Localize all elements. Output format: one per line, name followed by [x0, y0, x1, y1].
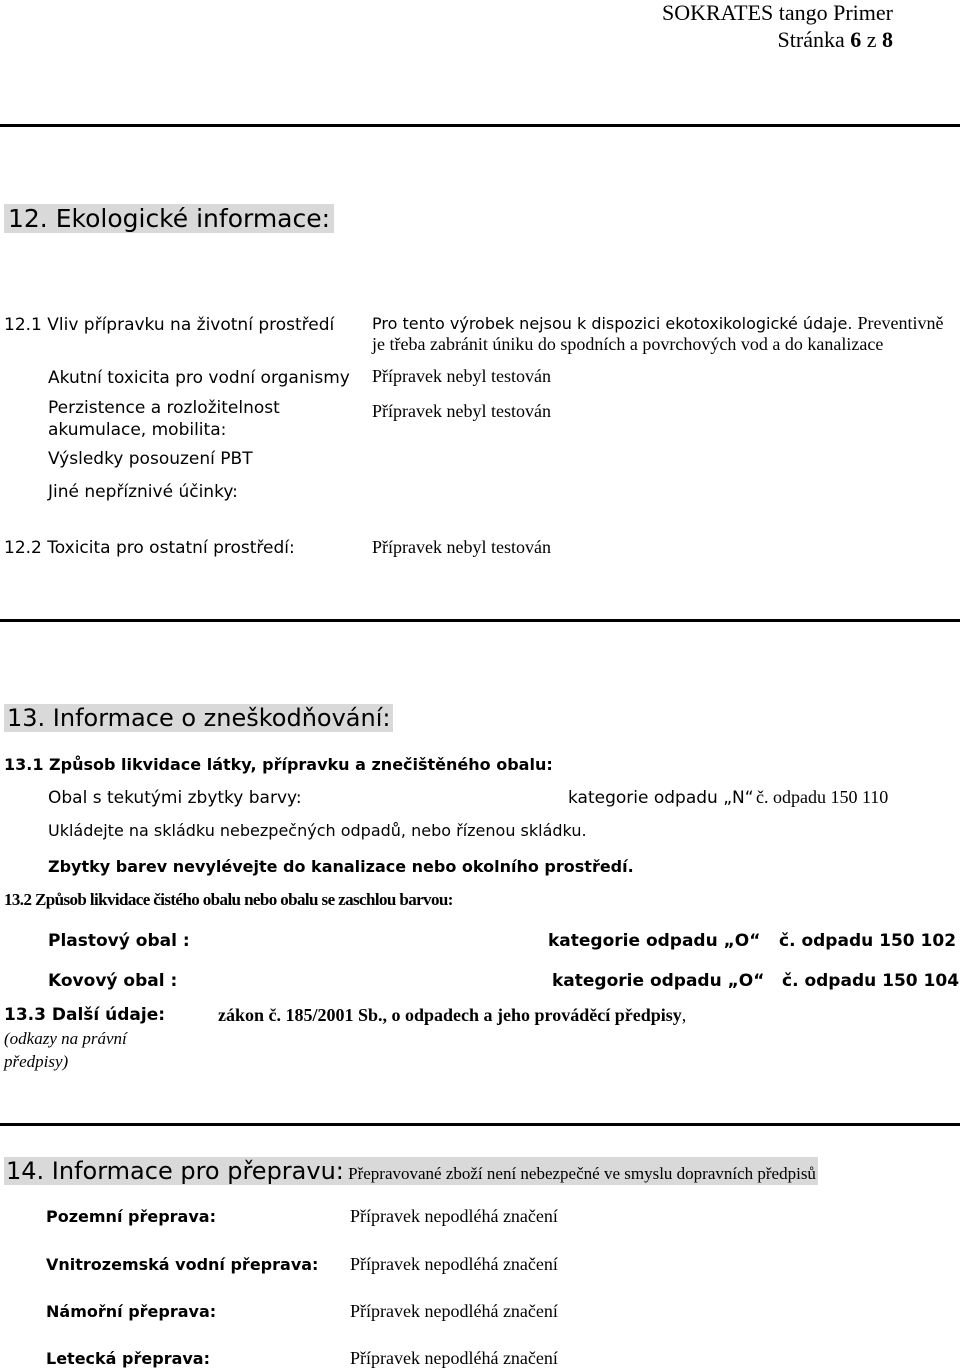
- s133-note-2: předpisy): [4, 1052, 69, 1071]
- plastic-number: č. odpadu 150 102: [779, 931, 957, 951]
- obal-label: Obal s tekutými zbytky barvy:: [48, 788, 302, 808]
- pbt-label: Výsledky posouzení PBT: [48, 449, 253, 469]
- obal-number: č. odpadu 150 110: [756, 787, 889, 807]
- metal-number: č. odpadu 150 104: [782, 971, 960, 991]
- divider: [0, 1123, 960, 1126]
- s122-value: Přípravek nebyl testován: [372, 537, 551, 557]
- s121-text-1: [372, 313, 943, 334]
- s121-text-1-b: Preventivně: [857, 313, 944, 333]
- header-product: SOKRATES tango Primer: [662, 0, 893, 25]
- s121-label: 12.1 Vliv přípravku na životní prostředí: [4, 315, 335, 335]
- s133-note-1: (odkazy na právní: [4, 1029, 127, 1048]
- plastic-label: Plastový obal :: [48, 931, 190, 951]
- s131-label: 13.1 Způsob likvidace látky, přípravku a znečištěného obalu:: [4, 755, 553, 774]
- transport-land-label: Pozemní přeprava:: [46, 1207, 216, 1226]
- transport-inland-water-label: Vnitrozemská vodní přeprava:: [46, 1255, 319, 1274]
- page-current: 6: [850, 27, 862, 52]
- section-13-title: 13. Informace o zneškodňování:: [4, 704, 393, 732]
- persistence-label-1: Perzistence a rozložitelnost: [48, 398, 280, 418]
- s122-label: 12.2 Toxicita pro ostatní prostředí:: [4, 538, 295, 558]
- s121-text-1-a: Pro tento výrobek nejsou k dispozici ekotoxikologické údaje.: [372, 314, 853, 333]
- persistence-value: Přípravek nebyl testován: [372, 401, 551, 421]
- page-total: 8: [882, 27, 893, 52]
- section-12-title: 12. Ekologické informace:: [4, 204, 334, 233]
- s132-label: 13.2 Způsob likvidace čistého obalu nebo obalu se zaschlou barvou:: [4, 890, 453, 909]
- plastic-category: kategorie odpadu „O“: [548, 931, 761, 951]
- obal-category: kategorie odpadu „N“: [568, 788, 754, 808]
- s133-value: [218, 1005, 686, 1026]
- transport-land-value: Přípravek nepodléhá značení: [350, 1206, 558, 1226]
- other-effects-label: Jiné nepříznivé účinky:: [48, 482, 238, 502]
- metal-category: kategorie odpadu „O“: [552, 971, 765, 991]
- s133-value-text: zákon č. 185/2001 Sb., o odpadech a jeho prováděcí předpisy: [218, 1005, 682, 1025]
- toxicity-label: Akutní toxicita pro vodní organismy: [48, 368, 350, 388]
- s133-value-tail: ,: [681, 1005, 687, 1025]
- transport-inland-water-value: Přípravek nepodléhá značení: [350, 1254, 558, 1274]
- toxicity-value: Přípravek nebyl testován: [372, 366, 551, 386]
- transport-sea-label: Námořní přeprava:: [46, 1302, 217, 1321]
- s133-label: 13.3 Další údaje:: [4, 1005, 166, 1025]
- page-prefix: Stránka: [777, 27, 845, 52]
- s121-text-2: je třeba zabránit úniku do spodních a povrchových vod a do kanalizace: [372, 334, 884, 354]
- section-14-heading: 14. Informace pro přepravu:: [6, 1157, 344, 1185]
- s131-line-1: Ukládejte na skládku nebezpečných odpadů, nebo řízenou skládku.: [48, 821, 587, 840]
- transport-sea-value: Přípravek nepodléhá značení: [350, 1301, 558, 1321]
- transport-air-value: Přípravek nepodléhá značení: [350, 1348, 558, 1368]
- s131-line-2: Zbytky barev nevylévejte do kanalizace nebo okolního prostředí.: [48, 857, 634, 876]
- header-page-number: [778, 27, 893, 53]
- persistence-label-2: akumulace, mobilita:: [48, 420, 227, 440]
- divider: [0, 124, 960, 127]
- section-14-title: [4, 1157, 818, 1185]
- metal-label: Kovový obal :: [48, 971, 178, 991]
- page-separator: z: [866, 27, 877, 52]
- section-14-subtitle: Přepravované zboží není nebezpečné ve smyslu dopravních předpisů: [343, 1164, 816, 1183]
- divider: [0, 619, 960, 622]
- transport-air-label: Letecká přeprava:: [46, 1349, 210, 1368]
